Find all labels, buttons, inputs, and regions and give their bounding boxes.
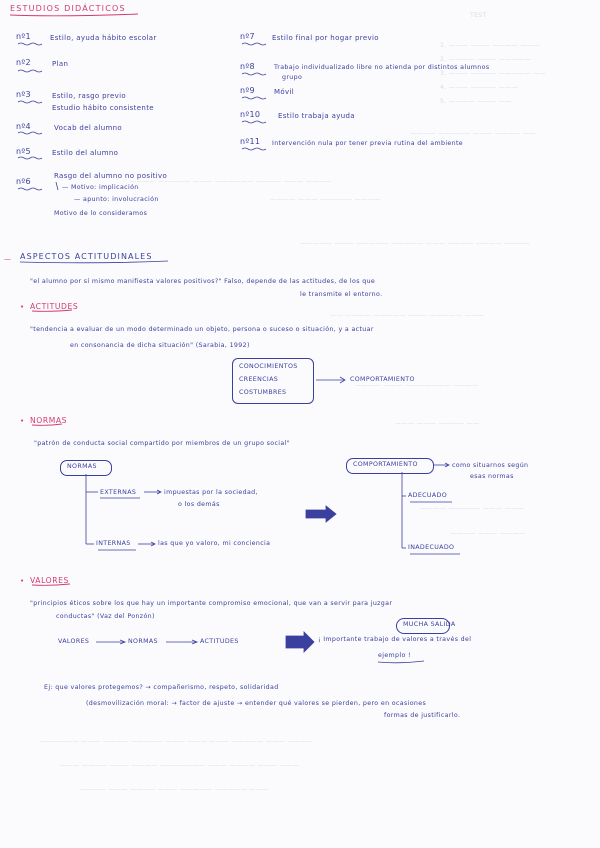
note-text: (desmovilización moral: → factor de ajuste → entender qué valores se pierden, pero en ocasiones [86, 700, 427, 707]
internas-desc: las que yo valoro, mi conciencia [158, 540, 271, 547]
item-text-continued: — Motivo: implicación [62, 184, 139, 191]
inadecuado-label: INADECUADO [408, 544, 455, 551]
item-text: Rasgo del alumno no positivo [54, 172, 168, 180]
bubble [396, 618, 456, 634]
box-item: CONOCIMIENTOS [239, 363, 298, 370]
item-number: nº7 [240, 32, 255, 41]
externas-desc: impuestas por la sociedad, [164, 489, 258, 496]
item-number: nº4 [16, 122, 31, 131]
normas-box [60, 460, 112, 476]
definition-text: "principios éticos sobre los que hay un importante compromiso emocional, que van a servir para juzgar [30, 600, 393, 607]
result-label: COMPORTAMIENTO [350, 376, 415, 383]
conclusion-text: ejemplo ! [378, 652, 411, 659]
comportamiento-box [346, 458, 434, 474]
item-number: nº11 [240, 137, 261, 146]
example-text: Ej: que valores protegemos? → compañerismo, respeto, solidaridad [44, 684, 279, 691]
item-text: Estilo, ayuda hábito escolar [50, 34, 157, 42]
item-number: nº3 [16, 90, 31, 99]
chain-item: ACTITUDES [200, 638, 239, 645]
item-number: nº5 [16, 147, 31, 156]
box-label: COMPORTAMIENTO [353, 461, 418, 468]
definition-text: "tendencia a evaluar de un modo determinado un objeto, persona o suceso o situación, y a actuar [30, 326, 374, 333]
item-text: Móvil [274, 88, 295, 96]
item-text: Estilo, rasgo previo [52, 92, 127, 100]
item-number: nº1 [16, 32, 31, 41]
item-text-continued: — apunto: involucración [74, 196, 159, 203]
bullet-icon: • [20, 303, 25, 311]
page-title: ESTUDIOS DIDÁCTICOS [10, 4, 126, 13]
item-text: Trabajo individualizado libre no atienda por distintos alumnos [274, 64, 490, 71]
item-text-continued: Motivo de lo consideramos [54, 210, 148, 217]
note-text: formas de justificarlo. [384, 712, 461, 719]
definition-text: conductas" (Vaz del Ponzón) [56, 613, 155, 620]
item-number: nº6 [16, 177, 31, 186]
question-line: le transmite el entorno. [300, 291, 383, 298]
item-text: Estilo final por hogar previo [272, 34, 379, 42]
question-line: "el alumno por sí mismo manifiesta valores positivos?" Falso, depende de las actitudes, de los que [30, 278, 376, 285]
subsection-title: NORMAS [30, 416, 68, 425]
notes-page: TEST 1. ——— ——— ———— ——— 2. ———— ——— ————— 3. ——— ———— ————— —— 4. ——— ———— ——— 5. ———— ——— —— ———— ————— ——— ———— —— ———— ————— ——— —————— ———— ——— ———— ———— ——— ————— ———— ————— ——— ————— ————— ——— ———— ———— ———— —— ———— ————— ——— ————— ——— ———— ——— ——————— ———— ——— ——— ———— —— ———— ————— ——— ——— ———— ——— ———— —————— ——— ———— ————— ——— ——— ——— ————— ——— ———— ——— ———— ——— ———— ——————— ——— ———— ——— ——— ———— ——— ———— ——— ————— ————— ——— ESTUDIOS DIDÁCTICOS nº1 Estilo, ayuda hábito escolar nº2 Plan nº3 Estilo, rasgo previo Estudio hábito consistente nº4 Vocab del alumno nº5 Estilo del alumno nº6 Rasgo del alumno no positivo — Motivo: implicación — apunto: involucración Motivo de lo consideramos nº7 Estilo final por hogar previo nº8 Trabajo individualizado libre no atienda por distintos alumnos grupo nº9 Móvil nº10 Estilo trabaja ayuda nº11 Intervención nula por tener previa rutina del ambiente — ASPECTOS ACTITUDINALES "el alumno por sí mismo manifiesta valores positivos?" Falso, depende de las actitudes, de los que le transmite el entorno. • ACTITUDES "tendencia a evaluar de un modo determinado un objeto, persona o suceso o situación, y a actuar en consonancia de dicha situación" (Sarabia, 1992) CONOCIMIENTOS CREENCIAS COSTUMBRES COMPORTAMIENTO • NORMAS "patrón de conducta social compartido por miembros de un grupo social" NORMAS EXTERNAS impuestas por la sociedad, o los demás INTERNAS las que yo valoro, mi conciencia COMPORTAMIENTO como situarnos según esas normas ADECUADO INADECUADO • VALORES "principios éticos sobre los que hay un importante compromiso emocional, que van a servir para juzgar conductas" (Vaz del Ponzón) VALORES NORMAS ACTITUDES MUCHA SALIDA ¡ Importante trabajo de valores a través del ejemplo ! Ej: que valores protegemos? → compañerismo, respeto, solidaridad (desmovilización moral: → factor de ajuste → entender qué valores se pierden, pero en ocasiones formas de justificarlo. [0, 0, 600, 848]
section-bullet: — [4, 255, 11, 263]
conclusion-text: ¡ Importante trabajo de valores a través del [318, 636, 472, 643]
item-number: nº2 [16, 58, 31, 67]
item-text: Estilo trabaja ayuda [278, 112, 355, 120]
box-item: COSTUMBRES [239, 389, 287, 396]
attitude-components-box [232, 358, 314, 404]
bubble-label: MUCHA SALIDA [403, 621, 456, 628]
section-title: ASPECTOS ACTITUDINALES [20, 252, 153, 261]
item-number: nº9 [240, 86, 255, 95]
subsection-title: ACTITUDES [30, 302, 79, 311]
adecuado-label: ADECUADO [408, 492, 448, 499]
internas-label: INTERNAS [96, 540, 131, 547]
item-text: Vocab del alumno [54, 124, 123, 132]
chain-item: VALORES [58, 638, 90, 645]
definition-text: "patrón de conducta social compartido por miembros de un grupo social" [34, 440, 290, 447]
box-label: NORMAS [67, 463, 97, 470]
comp-desc: como situarnos según [452, 462, 529, 469]
bullet-icon: • [20, 417, 25, 425]
subsection-title: VALORES [30, 576, 69, 585]
item-text: Estilo del alumno [52, 149, 119, 157]
externas-label: EXTERNAS [100, 489, 137, 496]
bullet-icon: • [20, 577, 25, 585]
externas-desc: o los demás [178, 501, 220, 508]
comp-desc: esas normas [470, 473, 514, 480]
box-item: CREENCIAS [239, 376, 279, 383]
item-number: nº8 [240, 62, 255, 71]
item-text-continued: Estudio hábito consistente [52, 104, 154, 112]
item-text: Plan [52, 60, 69, 68]
chain-item: NORMAS [128, 638, 158, 645]
item-number: nº10 [240, 110, 261, 119]
item-text: Intervención nula por tener previa rutina del ambiente [272, 140, 464, 147]
item-text-continued: grupo [282, 74, 303, 81]
definition-text: en consonancia de dicha situación" (Sarabia, 1992) [70, 342, 250, 349]
